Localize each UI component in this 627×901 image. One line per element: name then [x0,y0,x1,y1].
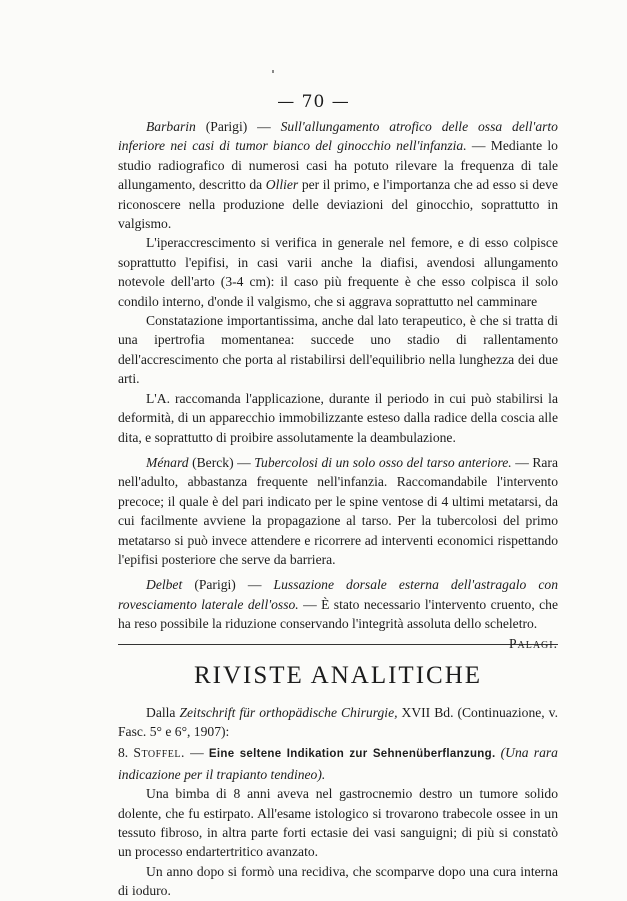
article-text: — È stato necessario l'intervento cruento, che ha reso possibile la riduzione conservando l'integrità assoluta dello scheletro. [118,596,559,632]
article-text: — Rara nell'adulto, abbastanza frequente nell'infanzia. Raccomandabile l'intervento precoce; il quale è del pari indicato per le spine ventose di 4 ultimi metatarsi, da cui facilmente avviene la propagazione al tarso. Per la tubercolosi del primo metatarso si può invece attendere e ricorrere ad interventi economici rispettando l'epifisi posteriore che serve da barriera. [118,454,558,567]
journal-name: Zeitschrift für orthopädische Chirurgie, [179,704,398,720]
review-paragraph: Un anno dopo si formò una recidiva, che scomparve dopo una cura interna di ioduro. [118,863,558,899]
text-column [118,117,558,901]
review-number: 8. [118,745,129,761]
review-paragraph: Una bimba di 8 anni aveva nel gastrocnemio destro un tumore solido dolente, che fu estirpato. All'esame istologico si trovarono trabecole ossee in un tessuto fibroso, in altra parte forti ectasie dei vasi sanguigni; di più si constatò un processo endartertritico avanzato. [118,786,558,860]
article-text: — Mediante lo studio radiografico di numerosi casi ha potuto rilevare la frequenza di tale allungamento, descritto da [118,138,558,193]
article-paragraph: Constatazione importantissima, anche dal lato terapeutico, è che si tratta di una ipertrofia momentanea: succede uno stadio di rallentamento dell'accrescimento che porta al ristabilirsi dell'equilibrio nella lunghezza dei due arti. [118,313,558,387]
article-delbet [118,575,559,651]
article-title: Lussazione dorsale esterna dell'astragalo con rovesciamento laterale dell'osso. [118,577,559,612]
reviewer-signature: Palagi. [508,635,558,651]
article-menard [118,453,558,569]
article-title: Tubercolosi di un solo osso del tarso anteriore. [254,454,512,470]
author-name: Ménard [146,454,189,470]
page-number: — 70 — [277,92,350,112]
review-dash: — [190,745,204,761]
section-title: RIVISTE ANALITICHE [193,661,483,689]
article-barbarin-intro [118,117,558,233]
review-author: Stoffel. [133,745,185,761]
article-paragraph: L'iperaccrescimento si verifica in generale nel femore, e di esso colpisce soprattutto l'epifisi, in casi varii anche la diafisi, avendosi allungamento notevole dell'arto (3-4 cm): il caso più frequente è che esso colpisca il solo condilo interno, d'onde il valgismo, che si aggrava soprattutto nel camminare [118,235,558,309]
source-line [118,703,558,742]
source-lead: Dalla [146,704,176,720]
article-paragraph: L'A. raccomanda l'applicazione, durante il periodo in cui può stabilirsi la deformità, di un apparecchio immobilizzante esteso dalla radice della coscia alle dita, e soprattutto di proibire assolutamente la deambulazione. [118,390,558,445]
author-name: Barbarin [146,119,196,134]
paper-speck [272,70,274,73]
cited-author: Ollier [265,177,299,193]
author-name: Delbet [146,577,183,593]
article-title: Sull'allungamento atrofico delle ossa dell'arto inferiore nei casi di tumor bianco del ginocchio nell'infanzia. [118,119,558,154]
author-place: (Parigi) — [194,577,262,593]
review-heading [118,743,558,784]
article-text: per il primo, e l'importanza che ad esso si deve riconoscere nella produzione delle deviazioni del ginocchio, soprattutto in valgismo. [118,177,558,232]
source-detail: XVII Bd. (Continuazione, v. Fasc. 5° e 6°, 1907): [118,704,558,739]
italian-title: (Una rara indicazione per il trapianto tendineo). [118,745,558,782]
german-title: Eine seltene Indikation zur Sehnenüberflanzung. [208,748,496,761]
author-place: (Berck) — [192,454,251,470]
author-place: (Parigi) — [205,119,271,134]
